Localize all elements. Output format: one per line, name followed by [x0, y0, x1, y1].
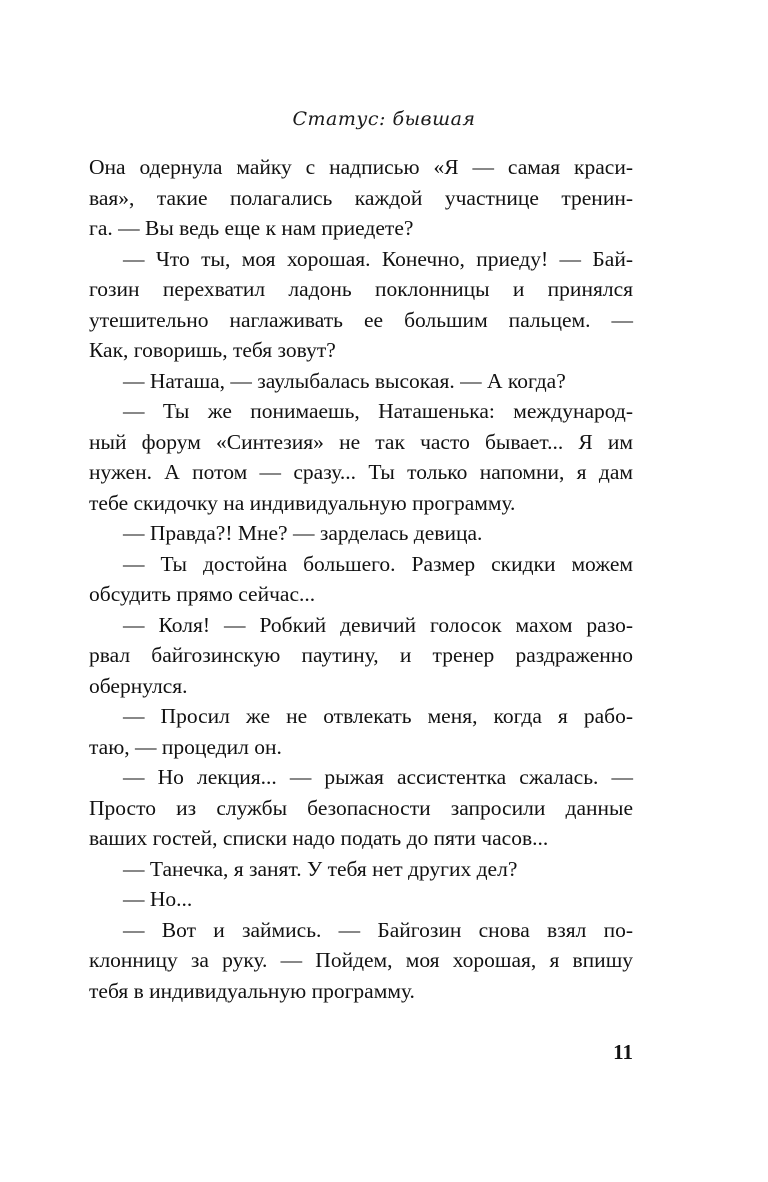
- text-line: Просто из службы безопасности запросили данные: [89, 795, 633, 820]
- text-line: — Коля! — Робкий девичий голосок махом разо-: [123, 612, 633, 637]
- text-line: рвал байгозинскую паутину, и тренер раздраженно: [89, 643, 633, 667]
- text-line: ваших гостей, списки надо подать до пяти часов...: [89, 826, 549, 850]
- text-line: — Что ты, моя хорошая. Конечно, приеду! — Бай-: [123, 246, 633, 271]
- text-line: гозин перехватил ладонь поклонницы и принялся: [89, 277, 633, 301]
- running-head: Статус: бывшая: [292, 108, 476, 130]
- text-line: тебе скидочку на индивидуальную программу.: [89, 490, 516, 515]
- text-line: — Ты же понимаешь, Наташенька: международ-: [123, 399, 633, 423]
- text-line: — Ты достойна большего. Размер скидки можем: [123, 551, 633, 576]
- body-text: [89, 152, 633, 1006]
- text-line: — Танечка, я занят. У тебя нет других дел?: [123, 856, 518, 881]
- text-line: — Вот и займись. — Байгозин снова взял по-: [123, 917, 633, 942]
- text-line: ный форум «Синтезия» не так часто бывает... Я им: [89, 429, 633, 454]
- text-line: клонницу за руку. — Пойдем, моя хорошая, я впишу: [89, 948, 633, 972]
- text-line: тебя в индивидуальную программу.: [89, 978, 415, 1003]
- text-line: — Правда?! Мне? — зарделась девица.: [123, 521, 483, 545]
- text-line: га. — Вы ведь еще к нам приедете?: [89, 216, 414, 240]
- page-number: 11: [613, 1040, 633, 1064]
- text-line: Она одернула майку с надписью «Я — самая краси-: [89, 155, 633, 179]
- text-line: — Просил же не отвлекать меня, когда я рабо-: [123, 704, 633, 728]
- text-line: обсудить прямо сейчас...: [89, 582, 316, 606]
- text-line: Как, говоришь, тебя зовут?: [89, 338, 336, 362]
- text-line: — Наташа, — заулыбалась высокая. — А когда?: [123, 368, 566, 393]
- text-line: — Но...: [123, 887, 193, 911]
- text-line: — Но лекция... — рыжая ассистентка сжалась. —: [123, 765, 633, 789]
- text-line: обернулся.: [89, 673, 188, 698]
- text-line: вая», такие полагались каждой участнице тренин-: [89, 185, 633, 210]
- text-line: нужен. А потом — сразу... Ты только напомни, я дам: [89, 460, 633, 484]
- text-line: утешительно наглаживать ее большим пальцем. —: [89, 307, 633, 332]
- text-line: таю, — процедил он.: [89, 734, 282, 759]
